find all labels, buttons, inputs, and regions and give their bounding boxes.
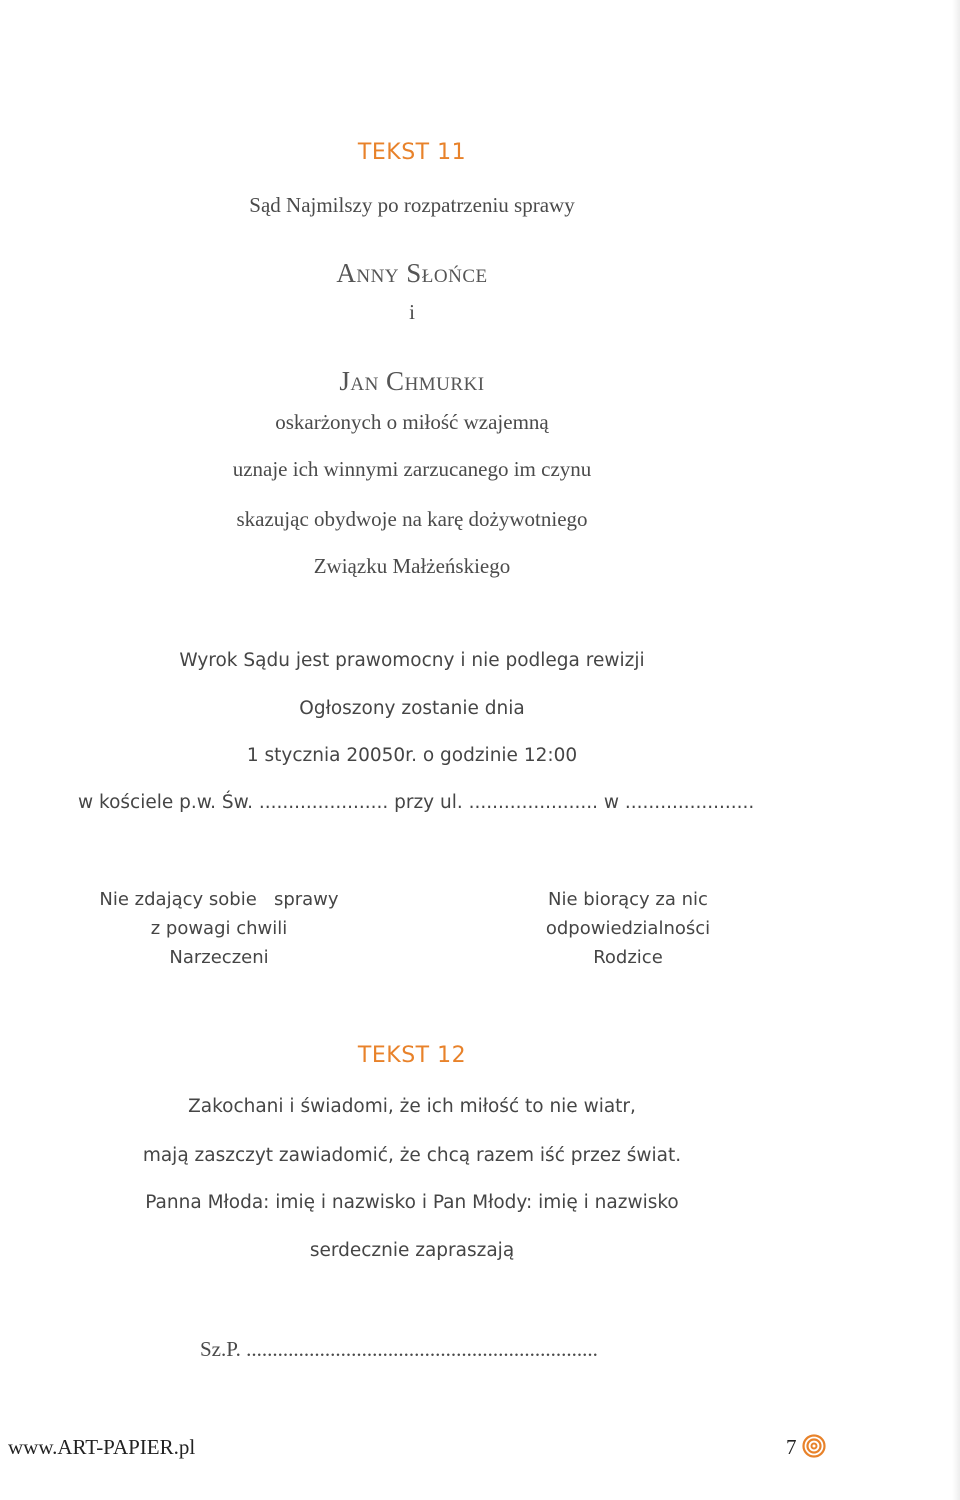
left-col-signatory: Narzeczeni bbox=[169, 947, 269, 968]
text11-line4: Związku Małżeńskiego bbox=[313, 554, 511, 578]
text12-line3: Panna Młoda: imię i nazwisko i Pan Młody: imię i nazwisko bbox=[145, 1192, 679, 1213]
signature-left-column bbox=[88, 885, 350, 972]
conjunction: i bbox=[409, 300, 415, 324]
bride-name: Anny Słońce bbox=[336, 258, 488, 288]
text12-line1: Zakochani i świadomi, że ich miłość to nie wiatr, bbox=[188, 1096, 636, 1117]
signature-right-column bbox=[530, 885, 726, 972]
text11-intro: Sąd Najmilszy po rozpatrzeniu sprawy bbox=[249, 193, 575, 217]
text11-line1: oskarżonych o miłość wzajemną bbox=[275, 410, 549, 434]
spiral-logo-icon bbox=[802, 1434, 826, 1458]
text12-line4: serdecznie zapraszają bbox=[309, 1240, 515, 1261]
text12-heading-text: TEKST 12 bbox=[357, 1043, 467, 1068]
right-col-line1: Nie biorący za nic bbox=[548, 889, 708, 910]
text11-line2: uznaje ich winnymi zarzucanego im czynu bbox=[232, 457, 592, 481]
addressee-line: Sz.P. ................................................................... bbox=[200, 1337, 598, 1361]
text12-heading bbox=[0, 1043, 824, 1068]
right-col-line2: odpowiedzialności bbox=[545, 918, 711, 939]
left-col-line2: z powagi chwili bbox=[150, 918, 288, 939]
verdict-line3: 1 stycznia 20050r. o godzinie 12:00 bbox=[246, 745, 578, 766]
text11-heading bbox=[0, 140, 824, 165]
page-number: 7 bbox=[786, 1435, 797, 1459]
footer-website-link[interactable]: www.ART-PAPIER.pl bbox=[8, 1435, 196, 1459]
left-col-line1: Nie zdający sobie sprawy bbox=[99, 889, 339, 910]
verdict-line2: Ogłoszony zostanie dnia bbox=[299, 698, 525, 719]
right-col-signatory: Rodzice bbox=[593, 947, 663, 968]
text11-line3: skazując obydwoje na karę dożywotniego bbox=[236, 507, 588, 531]
page-edge-shadow bbox=[952, 0, 960, 1500]
text12-line2: mają zaszczyt zawiadomić, że chcą razem iść przez świat. bbox=[142, 1145, 682, 1166]
verdict-line1: Wyrok Sądu jest prawomocny i nie podlega rewizji bbox=[179, 650, 645, 671]
verdict-line4: w kościele p.w. Św. ...................... przy ul. ...................... w ...................... bbox=[78, 792, 755, 813]
text11-heading-text: TEKST 11 bbox=[357, 140, 467, 165]
groom-name: Jan Chmurki bbox=[339, 366, 485, 396]
